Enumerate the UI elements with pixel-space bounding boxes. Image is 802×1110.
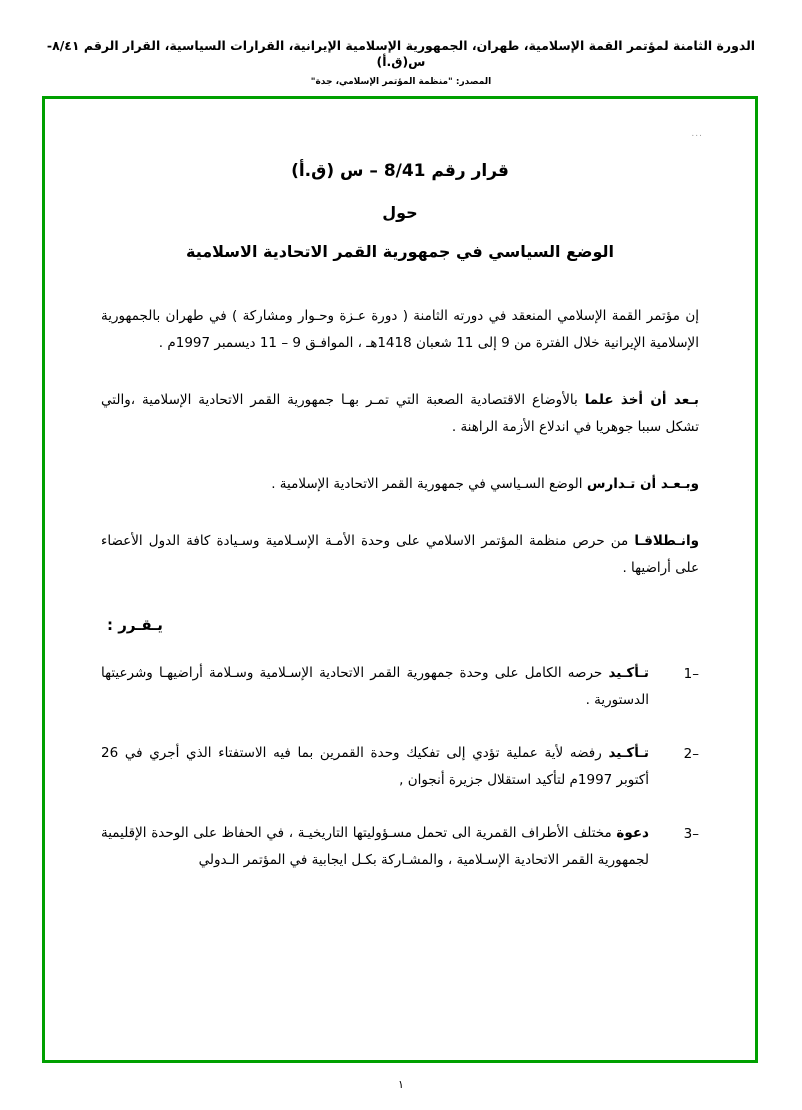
- list-item-body-3: مختلف الأطراف القمرية الى تحمل مسـؤوليتها التاريخيـة ، في الحفاظ على الوحدة الإقليمية لجمهورية القمر الاتحادية الإسـلامية ، والمشـاركة بكـل ايجابية في المؤتمر الـدولي: [101, 825, 649, 868]
- list-item: [101, 820, 699, 874]
- list-item: [101, 740, 699, 794]
- list-item-number-1: –1: [683, 666, 699, 682]
- list-item-number-3: –3: [683, 826, 699, 842]
- header-title: الدورة الثامنة لمؤتمر القمة الإسلامية، طهران، الجمهورية الإسلامية الإيرانية، القرارات السياسية، القرار الرقم ٨/٤١-س(ق.أ): [46, 38, 756, 70]
- clause-lead-1: بـعد أن أخذ علما: [584, 392, 699, 408]
- clause-paragraph-3: [101, 528, 699, 582]
- list-item-text-1: [101, 660, 649, 714]
- clause-paragraph-2: [101, 471, 699, 498]
- resolution-number: قرار رقم 8/41 – س (ق.أ): [291, 161, 509, 181]
- clause-text-2: الوضع السـياسي في جمهورية القمر الاتحادية الإسلامية .: [271, 476, 587, 492]
- clause-lead-3: وانـطلاقـا: [634, 533, 699, 549]
- resolution-about-label: حول: [382, 203, 418, 222]
- green-frame-border: [42, 96, 758, 1063]
- clause-paragraph-1: [101, 387, 699, 441]
- document-header: [0, 38, 802, 87]
- list-item-body-1: حرصه الكامل على وحدة جمهورية القمر الاتحادية الإسـلامية وسـلامة أراضيهـا وشرعيتها الدستورية .: [101, 665, 649, 708]
- decides-label: يـقـرر :: [107, 616, 163, 634]
- list-item: [101, 660, 699, 714]
- header-source: المصدر: "منظمة المؤتمر الإسلامي، جدة": [310, 76, 492, 87]
- preamble-paragraph: إن مؤتمر القمة الإسلامي المنعقد في دورته الثامنة ( دورة عـزة وحـوار ومشاركة ) في طهران بالجمهورية الإسلامية الإيرانية خلال الفترة من 9 إلى 11 شعبان 1418هـ ، الموافـق 9 – 11 ديسمبر 1997م .: [101, 308, 699, 351]
- page-number: ١: [398, 1078, 404, 1091]
- list-item-lead-1: تـأكـيد: [608, 665, 649, 681]
- resolution-subject: الوضع السياسي في جمهورية القمر الاتحادية الاسلامية: [186, 242, 614, 261]
- corner-mark: ...: [691, 129, 703, 139]
- list-item-lead-2: تـأكـيد: [608, 745, 649, 761]
- list-item-body-2: رفضه لأية عملية تؤدي إلى تفكيك وحدة القمرين بما فيه الاستفتاء الذي أجري في 26 أكتوبر 1997م لتأكيد استقلال جزيرة أنجوان ,: [101, 745, 649, 788]
- list-item-lead-3: دعوة: [616, 825, 649, 841]
- clause-text-1: بالأوضاع الاقتصادية الصعبة التي تمـر بهـا جمهورية القمر الاتحادية الإسلامية ،والتي تشكل سببا جوهريا في اندلاع الأزمة الراهنة .: [101, 392, 699, 435]
- resolution-items-list: [101, 660, 699, 874]
- clause-lead-2: وبـعـد أن تـدارس: [586, 476, 699, 492]
- list-item-text-3: [101, 820, 649, 874]
- document-body: [45, 99, 755, 1060]
- clause-text-3: من حرص منظمة المؤتمر الاسلامي على وحدة الأمـة الإسـلامية وسـيادة كافة الدول الأعضاء على أراضيها .: [101, 533, 699, 576]
- list-item-number-2: –2: [683, 746, 699, 762]
- list-item-text-2: [101, 740, 649, 794]
